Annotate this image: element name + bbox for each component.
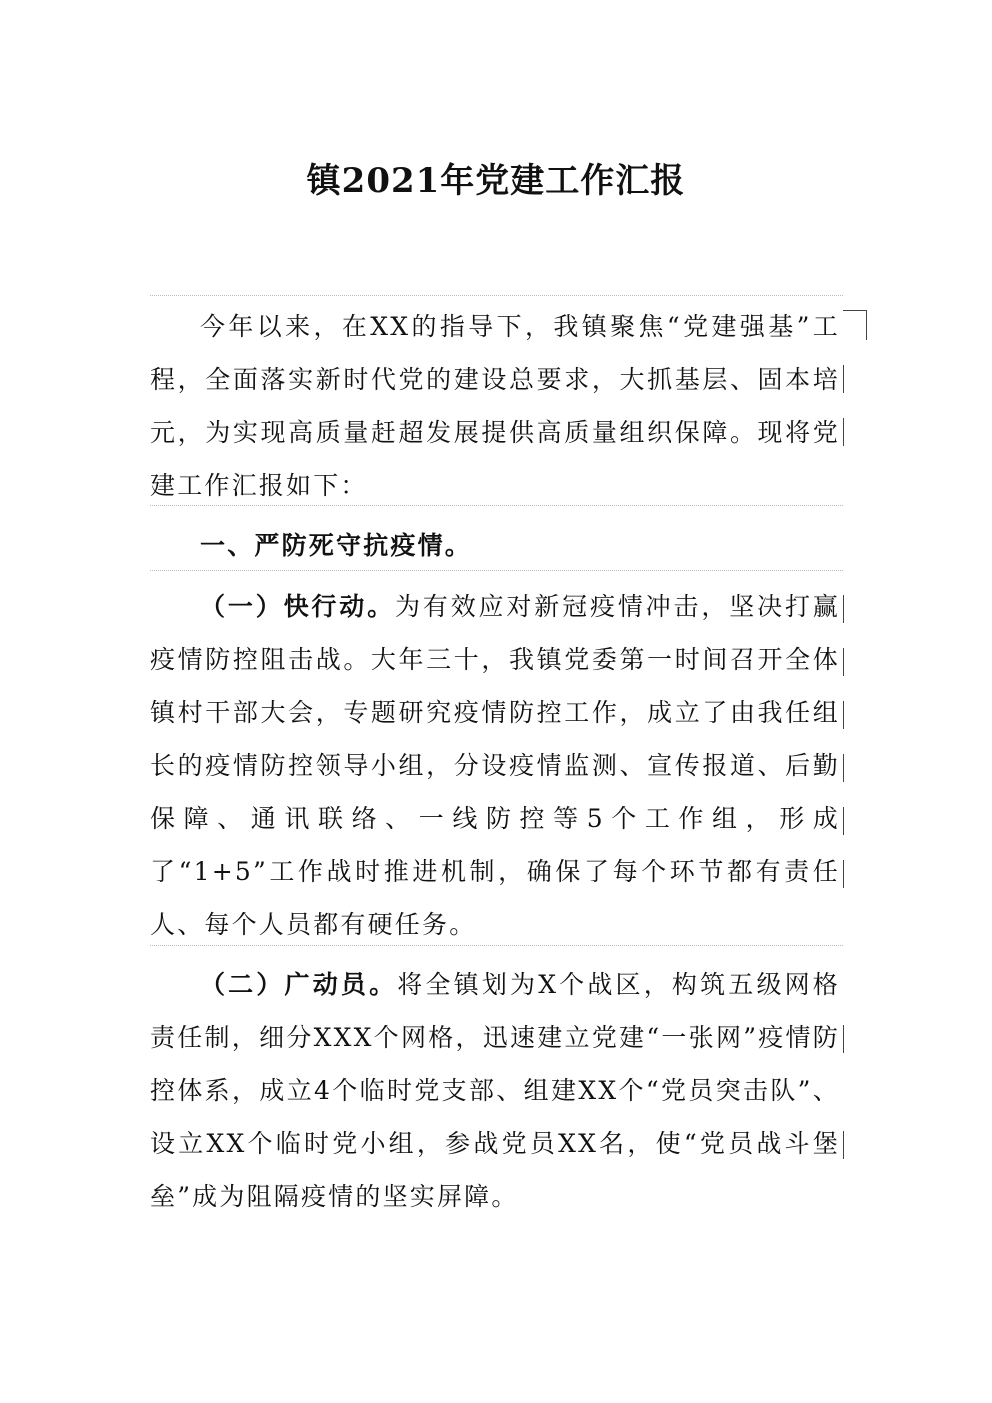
revision-bar (843, 310, 867, 311)
revision-bar (843, 418, 844, 446)
revision-bar (843, 754, 844, 782)
paragraph-separator (150, 570, 843, 571)
revision-bar (866, 310, 867, 340)
revision-bar (843, 1025, 844, 1053)
intro-section (150, 300, 840, 512)
subsection-2-label: （二）广动员。 (200, 970, 398, 999)
subsection-1-paragraph (150, 580, 840, 951)
paragraph-separator (150, 945, 843, 946)
section-heading: 一、严防死守抗疫情。 (200, 531, 473, 560)
revision-bar (843, 807, 844, 835)
subsection-1 (150, 580, 840, 951)
subsection-1-text: 为有效应对新冠疫情冲击，坚决打赢疫情防控阻击战。大年三十，我镇党委第一时间召开全体镇村干部大会，专题研究疫情防控工作，成立了由我任组长的疫情防控领导小组，分设疫情监测、宣传报道、后勤保障、通讯联络、一线防控等5个工作组，形成了“1+5”工作战时推进机制，确保了每个环节都有责任人、每个人员都有硬任务。 (150, 592, 840, 939)
paragraph-separator (150, 505, 843, 506)
subsection-2-text: 将全镇划为X个战区，构筑五级网格责任制，细分XXX个网格，迅速建立党建“一张网”疫情防控体系，成立4个临时党支部、组建XX个“党员突击队”、设立XX个临时党小组，参战党员XX名，使“党员战斗堡垒”成为阻隔疫情的坚实屏障。 (150, 970, 841, 1211)
revision-bar (843, 595, 844, 623)
subsection-1-label: （一）快行动。 (200, 592, 395, 621)
revision-bar (843, 648, 844, 676)
revision-bar (843, 701, 844, 729)
section1 (150, 519, 840, 572)
document-title: 镇2021年党建工作汇报 (306, 161, 686, 201)
revision-bar (843, 1131, 844, 1159)
intro-paragraph: 今年以来，在XX的指导下，我镇聚焦“党建强基”工程，全面落实新时代党的建设总要求，大抓基层、固本培元，为实现高质量赶超发展提供高质量组织保障。现将党建工作汇报如下： (150, 312, 840, 500)
subsection-2-paragraph (150, 958, 840, 1223)
revision-bar (843, 860, 844, 888)
subsection-2 (150, 958, 840, 1223)
paragraph-separator (150, 295, 843, 296)
revision-bar (843, 365, 844, 393)
